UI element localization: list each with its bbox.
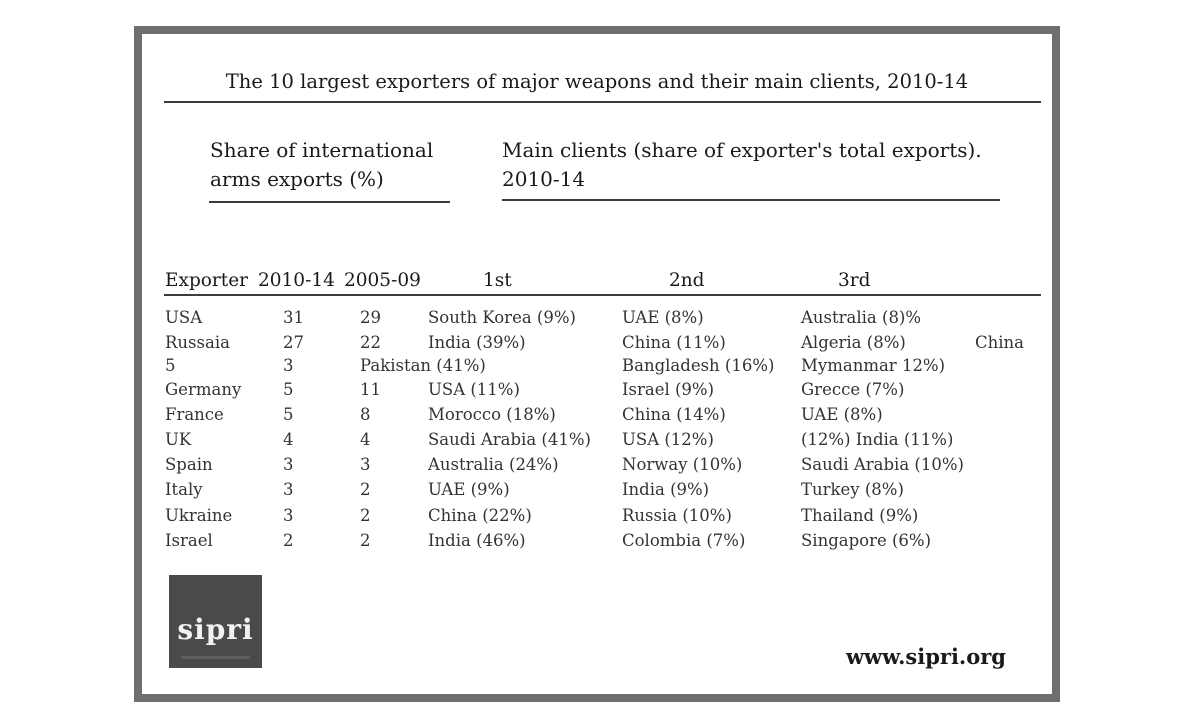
cell-client-1st: UAE (9%) <box>428 480 510 499</box>
cell-share-2010-14: 3 <box>283 455 294 474</box>
figure-panel <box>142 34 1052 694</box>
cell-exporter: France <box>165 405 224 424</box>
cell-client-2nd: China (14%) <box>622 405 726 424</box>
cell-share-2005-09: 29 <box>360 308 381 327</box>
header-rule <box>164 294 1041 296</box>
column-header-3rd: 3rd <box>838 270 871 291</box>
cell-client-1st: Saudi Arabia (41%) <box>428 430 591 449</box>
cell-client-3rd: Turkey (8%) <box>801 480 904 499</box>
column-header-2005-09: 2005-09 <box>344 270 421 291</box>
cell-client-1st: Pakistan (41%) <box>360 356 486 375</box>
cell-extra: China <box>975 333 1024 352</box>
cell-client-3rd: Algeria (8%) <box>801 333 906 352</box>
sipri-logo <box>169 575 262 668</box>
share-subheading: Share of international arms exports (%) <box>210 138 434 191</box>
cell-client-2nd: UAE (8%) <box>622 308 704 327</box>
cell-exporter: Germany <box>165 380 242 399</box>
cell-share-2010-14: 3 <box>283 356 294 375</box>
website-url: www.sipri.org <box>845 644 1006 669</box>
column-header-exporter: Exporter <box>165 270 248 291</box>
cell-client-2nd: Russia (10%) <box>622 506 732 525</box>
cell-client-1st: South Korea (9%) <box>428 308 576 327</box>
cell-client-1st: USA (11%) <box>428 380 520 399</box>
cell-client-2nd: Israel (9%) <box>622 380 715 399</box>
cell-client-1st: India (46%) <box>428 531 526 550</box>
cell-exporter: Spain <box>165 455 213 474</box>
column-header-1st: 1st <box>483 270 512 291</box>
figure-frame <box>134 26 1060 702</box>
cell-share-2005-09: 22 <box>360 333 381 352</box>
cell-share-2010-14: 5 <box>283 405 294 424</box>
cell-share-2010-14: 31 <box>283 308 304 327</box>
clients-subheading: Main clients (share of exporter's total exports). 2010-14 <box>502 138 982 191</box>
column-header-2010-14: 2010-14 <box>258 270 335 291</box>
cell-client-1st: Morocco (18%) <box>428 405 556 424</box>
cell-client-2nd: Bangladesh (16%) <box>622 356 775 375</box>
cell-share-2005-09: 3 <box>360 455 371 474</box>
cell-client-3rd: Australia (8)% <box>801 308 922 327</box>
clients-subheading-rule <box>502 199 1000 201</box>
cell-share-2005-09: 8 <box>360 405 371 424</box>
cell-exporter: 5 <box>165 356 176 375</box>
cell-client-3rd: (12%) India (11%) <box>801 430 954 449</box>
cell-client-1st: India (39%) <box>428 333 526 352</box>
cell-share-2010-14: 5 <box>283 380 294 399</box>
share-subheading-rule <box>209 201 450 203</box>
page-title: The 10 largest exporters of major weapons and their main clients, 2010-14 <box>225 70 969 93</box>
cell-exporter: USA <box>165 308 203 327</box>
cell-client-2nd: Norway (10%) <box>622 455 743 474</box>
cell-client-2nd: USA (12%) <box>622 430 714 449</box>
cell-client-2nd: Colombia (7%) <box>622 531 746 550</box>
cell-exporter: Russaia <box>165 333 230 352</box>
cell-exporter: Italy <box>165 480 203 499</box>
cell-share-2005-09: 2 <box>360 480 371 499</box>
cell-exporter: Israel <box>165 531 213 550</box>
cell-client-3rd: UAE (8%) <box>801 405 883 424</box>
cell-client-3rd: Saudi Arabia (10%) <box>801 455 964 474</box>
cell-client-1st: Australia (24%) <box>428 455 559 474</box>
cell-share-2010-14: 27 <box>283 333 304 352</box>
column-header-2nd: 2nd <box>669 270 705 291</box>
cell-share-2005-09: 11 <box>360 380 381 399</box>
cell-exporter: Ukraine <box>165 506 233 525</box>
cell-share-2005-09: 2 <box>360 531 371 550</box>
cell-share-2010-14: 4 <box>283 430 294 449</box>
cell-share-2005-09: 4 <box>360 430 371 449</box>
cell-share-2010-14: 2 <box>283 531 294 550</box>
cell-exporter: UK <box>165 430 192 449</box>
cell-client-2nd: China (11%) <box>622 333 726 352</box>
cell-client-3rd: Grecce (7%) <box>801 380 905 399</box>
cell-client-3rd: Thailand (9%) <box>801 506 919 525</box>
cell-client-2nd: India (9%) <box>622 480 710 499</box>
cell-client-1st: China (22%) <box>428 506 532 525</box>
cell-share-2010-14: 3 <box>283 506 294 525</box>
title-rule <box>164 101 1041 103</box>
cell-client-3rd: Singapore (6%) <box>801 531 932 550</box>
cell-share-2005-09: 2 <box>360 506 371 525</box>
logo-underline <box>181 656 250 659</box>
cell-client-3rd: Mymanmar 12%) <box>801 356 946 375</box>
cell-share-2010-14: 3 <box>283 480 294 499</box>
logo-text: sipri <box>177 613 254 646</box>
